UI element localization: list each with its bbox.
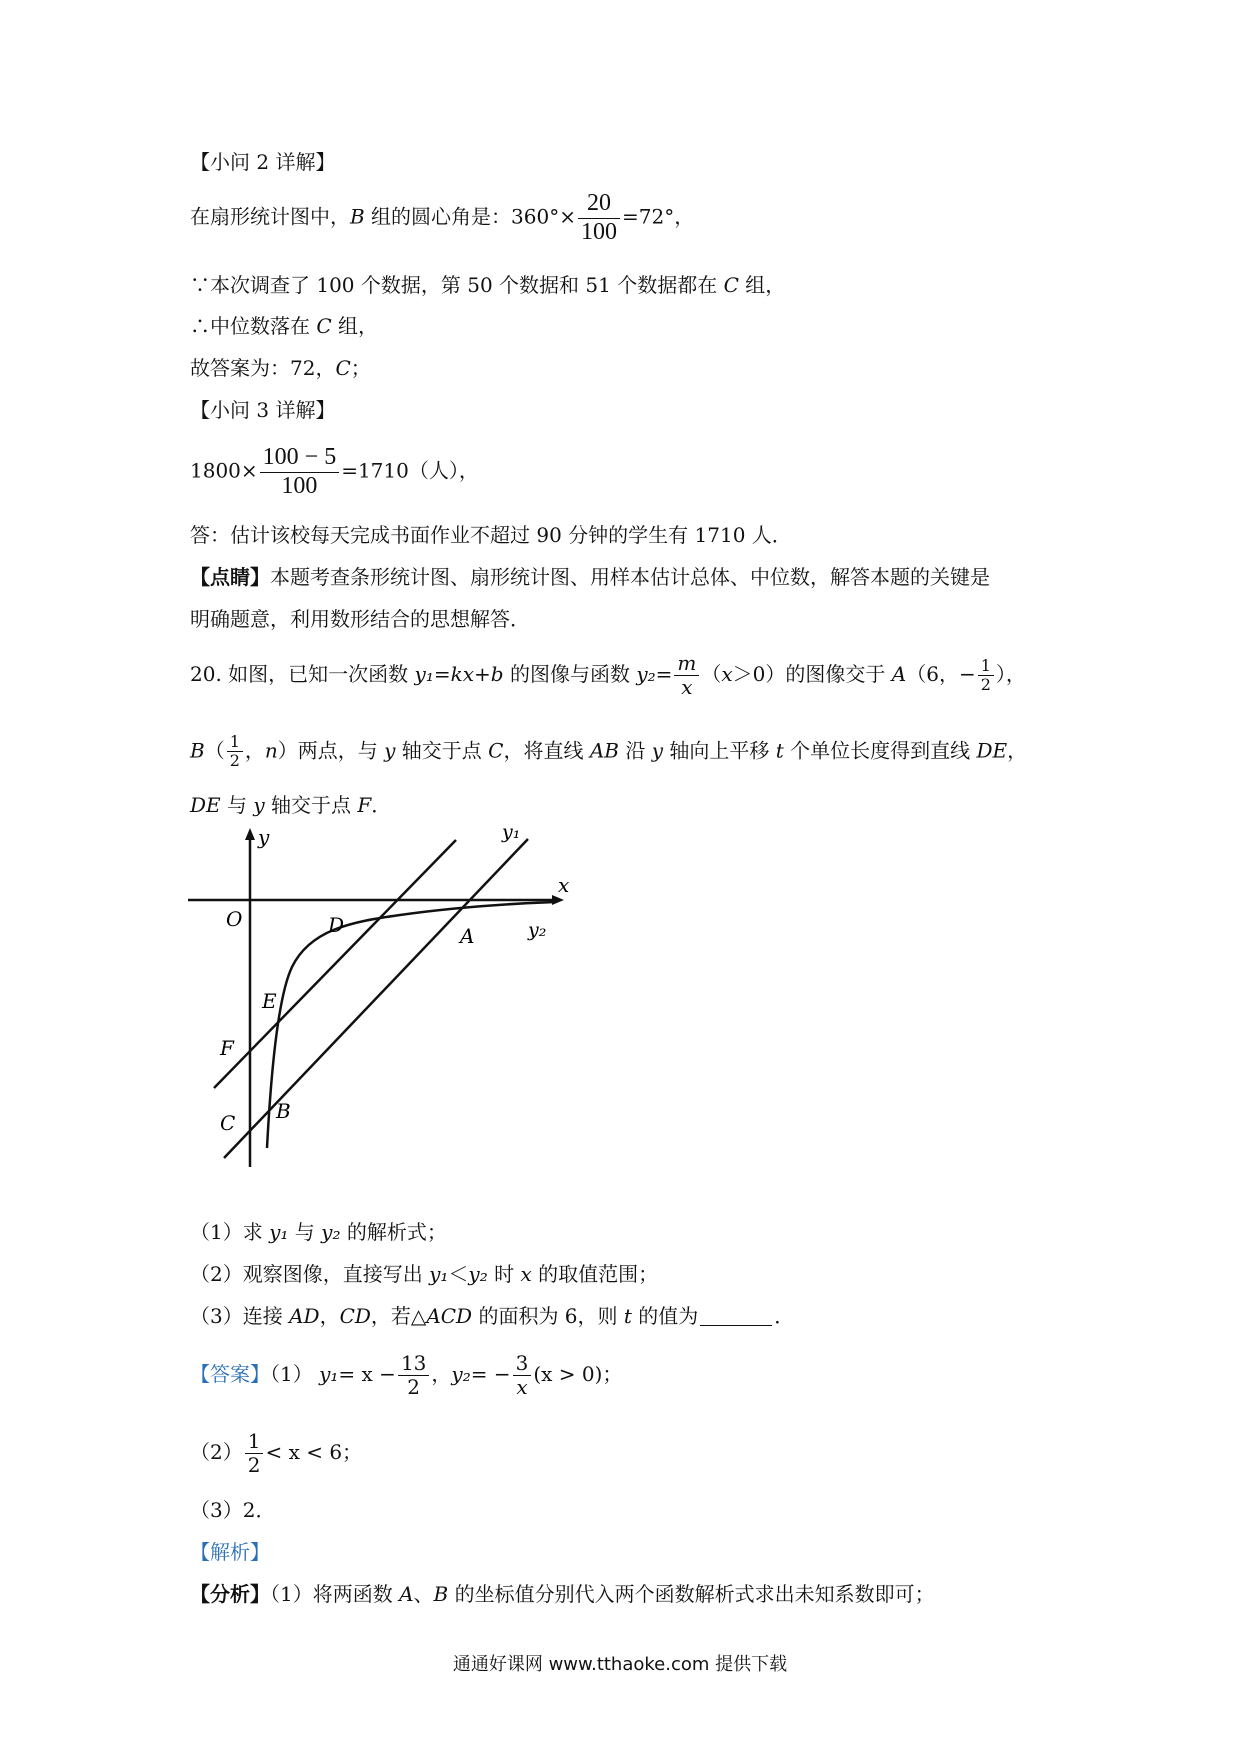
subq-1	[190, 1222, 447, 1242]
text: 20. 如图，已知一次函数	[190, 662, 415, 686]
text: ），	[995, 662, 1026, 686]
fraction-1-2	[245, 1430, 264, 1477]
var: y₁	[429, 1262, 449, 1286]
label-C: C	[335, 356, 351, 380]
label-C: C	[316, 314, 332, 338]
text: ，	[431, 1362, 452, 1386]
denominator: x	[681, 675, 693, 699]
label-O: O	[226, 907, 243, 931]
text: 与	[220, 793, 254, 817]
text: （1）求	[190, 1220, 270, 1244]
fenxi-label: 【分析】	[190, 1582, 270, 1606]
fraction-1-2	[978, 657, 994, 695]
answer-line1	[190, 1352, 622, 1399]
answer-blank	[700, 1307, 772, 1326]
subq-2	[190, 1264, 658, 1284]
numerator: 3	[513, 1352, 532, 1376]
label-D: D	[328, 913, 345, 937]
fraction-95-100	[260, 444, 340, 500]
text: ，	[244, 738, 265, 763]
text: 的值为	[631, 1304, 699, 1328]
text: 本题考查条形统计图、扇形统计图、用样本估计总体、中位数，解答本题的关键是	[270, 565, 990, 589]
label-x: x	[558, 873, 570, 897]
fenxi-line	[190, 1584, 935, 1604]
var: y₂	[636, 662, 656, 686]
text: ，	[319, 1304, 340, 1328]
var: DE	[190, 793, 221, 817]
text: ．	[774, 1304, 795, 1328]
var: AB	[589, 738, 619, 763]
var: y₁	[414, 662, 434, 686]
numerator: 20	[578, 190, 620, 219]
text: （3）连接	[190, 1304, 290, 1328]
label-C: C	[723, 273, 739, 297]
var: y₂	[321, 1220, 341, 1244]
var: CD	[339, 1304, 371, 1328]
label-F: F	[220, 1036, 234, 1060]
part2-line2	[190, 275, 785, 295]
answer-line3: （3）2．	[190, 1498, 276, 1522]
text: 轴向上平移	[663, 738, 776, 763]
denominator: 100	[281, 472, 318, 499]
text: 、	[413, 1582, 434, 1606]
curve-y2	[267, 902, 555, 1148]
var: b	[490, 662, 504, 686]
var: x	[520, 1262, 532, 1286]
var: ACD	[426, 1304, 473, 1328]
label-y2: y₂	[528, 919, 547, 941]
q20-line3	[190, 795, 391, 815]
var: C	[488, 738, 504, 763]
var: t	[775, 738, 784, 763]
text: （2）观察图像，直接写出	[190, 1262, 430, 1286]
text: ＞0）的图像交于	[732, 662, 892, 686]
label-y: y	[258, 825, 270, 849]
part2-line3	[190, 316, 378, 336]
numerator: m	[674, 652, 699, 676]
text: （1）将两函数	[270, 1582, 400, 1606]
var: y	[253, 793, 265, 817]
heading-part2: 【小问 2 详解】	[190, 150, 336, 174]
label-C: C	[220, 1111, 236, 1135]
denominator: 2	[229, 751, 240, 771]
denominator: 2	[407, 1375, 421, 1399]
denominator: x	[516, 1375, 528, 1399]
var: AD	[289, 1304, 320, 1328]
dianjing-line1	[190, 567, 990, 587]
part3-formula	[190, 444, 479, 500]
text: （1）	[270, 1362, 320, 1386]
numerator: 100 − 5	[260, 444, 340, 473]
label-y1: y₁	[502, 822, 521, 843]
denominator: 2	[980, 675, 991, 694]
label-B: B	[276, 1099, 291, 1123]
text: 1800×	[190, 458, 258, 483]
text: 个单位长度得到直线	[783, 738, 977, 763]
numerator: 1	[245, 1430, 264, 1454]
fraction-13-2	[398, 1352, 429, 1399]
subq-3	[190, 1306, 794, 1326]
text: ，将直线	[503, 738, 590, 763]
var: y₂	[468, 1262, 488, 1286]
text: 的解析式；	[340, 1220, 447, 1244]
y-axis-arrow-icon	[245, 828, 255, 840]
text: 组，	[331, 314, 379, 338]
text: =	[433, 662, 451, 686]
text: ，若△	[370, 1304, 427, 1328]
var: A	[399, 1582, 414, 1606]
numerator: 13	[398, 1352, 429, 1376]
fraction-3-x	[513, 1352, 532, 1399]
text: 的坐标值分别代入两个函数解析式求出未知系数即可；	[448, 1582, 935, 1606]
text: 的图像与函数	[503, 662, 637, 686]
q20-line1	[190, 652, 1026, 699]
text: 组，	[738, 273, 786, 297]
denominator: 100	[581, 218, 617, 245]
text: +	[474, 662, 491, 686]
text: 的面积为 6，则	[472, 1304, 624, 1328]
fraction-m-x	[674, 652, 699, 699]
q20-line2	[190, 733, 1027, 771]
text: ）两点，与	[277, 738, 385, 763]
jiexi-label: 【解析】	[190, 1540, 270, 1564]
var: y₂	[451, 1362, 471, 1386]
fraction-1-2	[227, 733, 243, 771]
var: DE	[976, 738, 1008, 763]
part2-line1	[190, 190, 694, 246]
text: （2）	[190, 1440, 243, 1464]
page-footer: 通通好课网 www.tthaoke.com 提供下载	[452, 1654, 788, 1675]
dianjing-label: 【点睛】	[190, 565, 270, 589]
dianjing-line2: 明确题意，利用数形结合的思想解答．	[190, 607, 530, 631]
label-E: E	[262, 989, 277, 1013]
text: =1710（人），	[341, 458, 479, 483]
numerator: 1	[978, 657, 994, 676]
text: = x −	[338, 1362, 396, 1386]
text: 沿	[618, 738, 652, 763]
heading-part3: 【小问 3 详解】	[190, 398, 336, 422]
function-graph-figure	[180, 822, 580, 1172]
text: 在扇形统计图中，	[190, 204, 350, 229]
var: y₁	[319, 1362, 339, 1386]
text: < x < 6；	[265, 1440, 363, 1464]
text: 故答案为：72，	[190, 356, 336, 380]
text: =	[655, 662, 673, 686]
text: （6，−	[906, 662, 976, 686]
text: 的取值范围；	[531, 1262, 659, 1286]
text: 轴交于点	[395, 738, 489, 763]
text: ；	[350, 356, 371, 380]
denominator: 2	[247, 1453, 261, 1477]
text: ＜	[448, 1262, 469, 1286]
text: 轴交于点	[264, 793, 358, 817]
var: x	[721, 662, 733, 686]
answer-label: 【答案】	[190, 1362, 270, 1386]
text: 组的圆心角是：360°×	[364, 204, 576, 229]
label-B: B	[350, 204, 365, 229]
var: F	[357, 793, 372, 817]
text: ，	[1007, 738, 1028, 763]
text: =72°，	[622, 204, 695, 229]
var: kx	[450, 662, 475, 686]
text: （	[204, 738, 225, 763]
var: n	[264, 738, 278, 763]
text: ．	[371, 793, 392, 817]
text: (x > 0)；	[533, 1362, 623, 1386]
numerator: 1	[227, 733, 243, 752]
fraction-20-100	[578, 190, 620, 246]
var: B	[190, 738, 205, 763]
part3-answer: 答：估计该校每天完成书面作业不超过 90 分钟的学生有 1710 人．	[190, 523, 792, 547]
var: y	[651, 738, 664, 763]
text: 与	[288, 1220, 322, 1244]
text: 时	[487, 1262, 521, 1286]
var: t	[623, 1304, 632, 1328]
text: = −	[470, 1362, 511, 1386]
text: （	[701, 662, 722, 686]
answer-line2	[190, 1430, 362, 1477]
var: y	[384, 738, 396, 763]
text: ∵本次调查了 100 个数据，第 50 个数据和 51 个数据都在	[190, 273, 724, 297]
var: A	[891, 662, 907, 686]
var: y₁	[269, 1220, 289, 1244]
part2-line4	[190, 358, 371, 378]
var: B	[433, 1582, 449, 1606]
label-A: A	[460, 924, 475, 948]
text: ∴中位数落在	[190, 314, 317, 338]
